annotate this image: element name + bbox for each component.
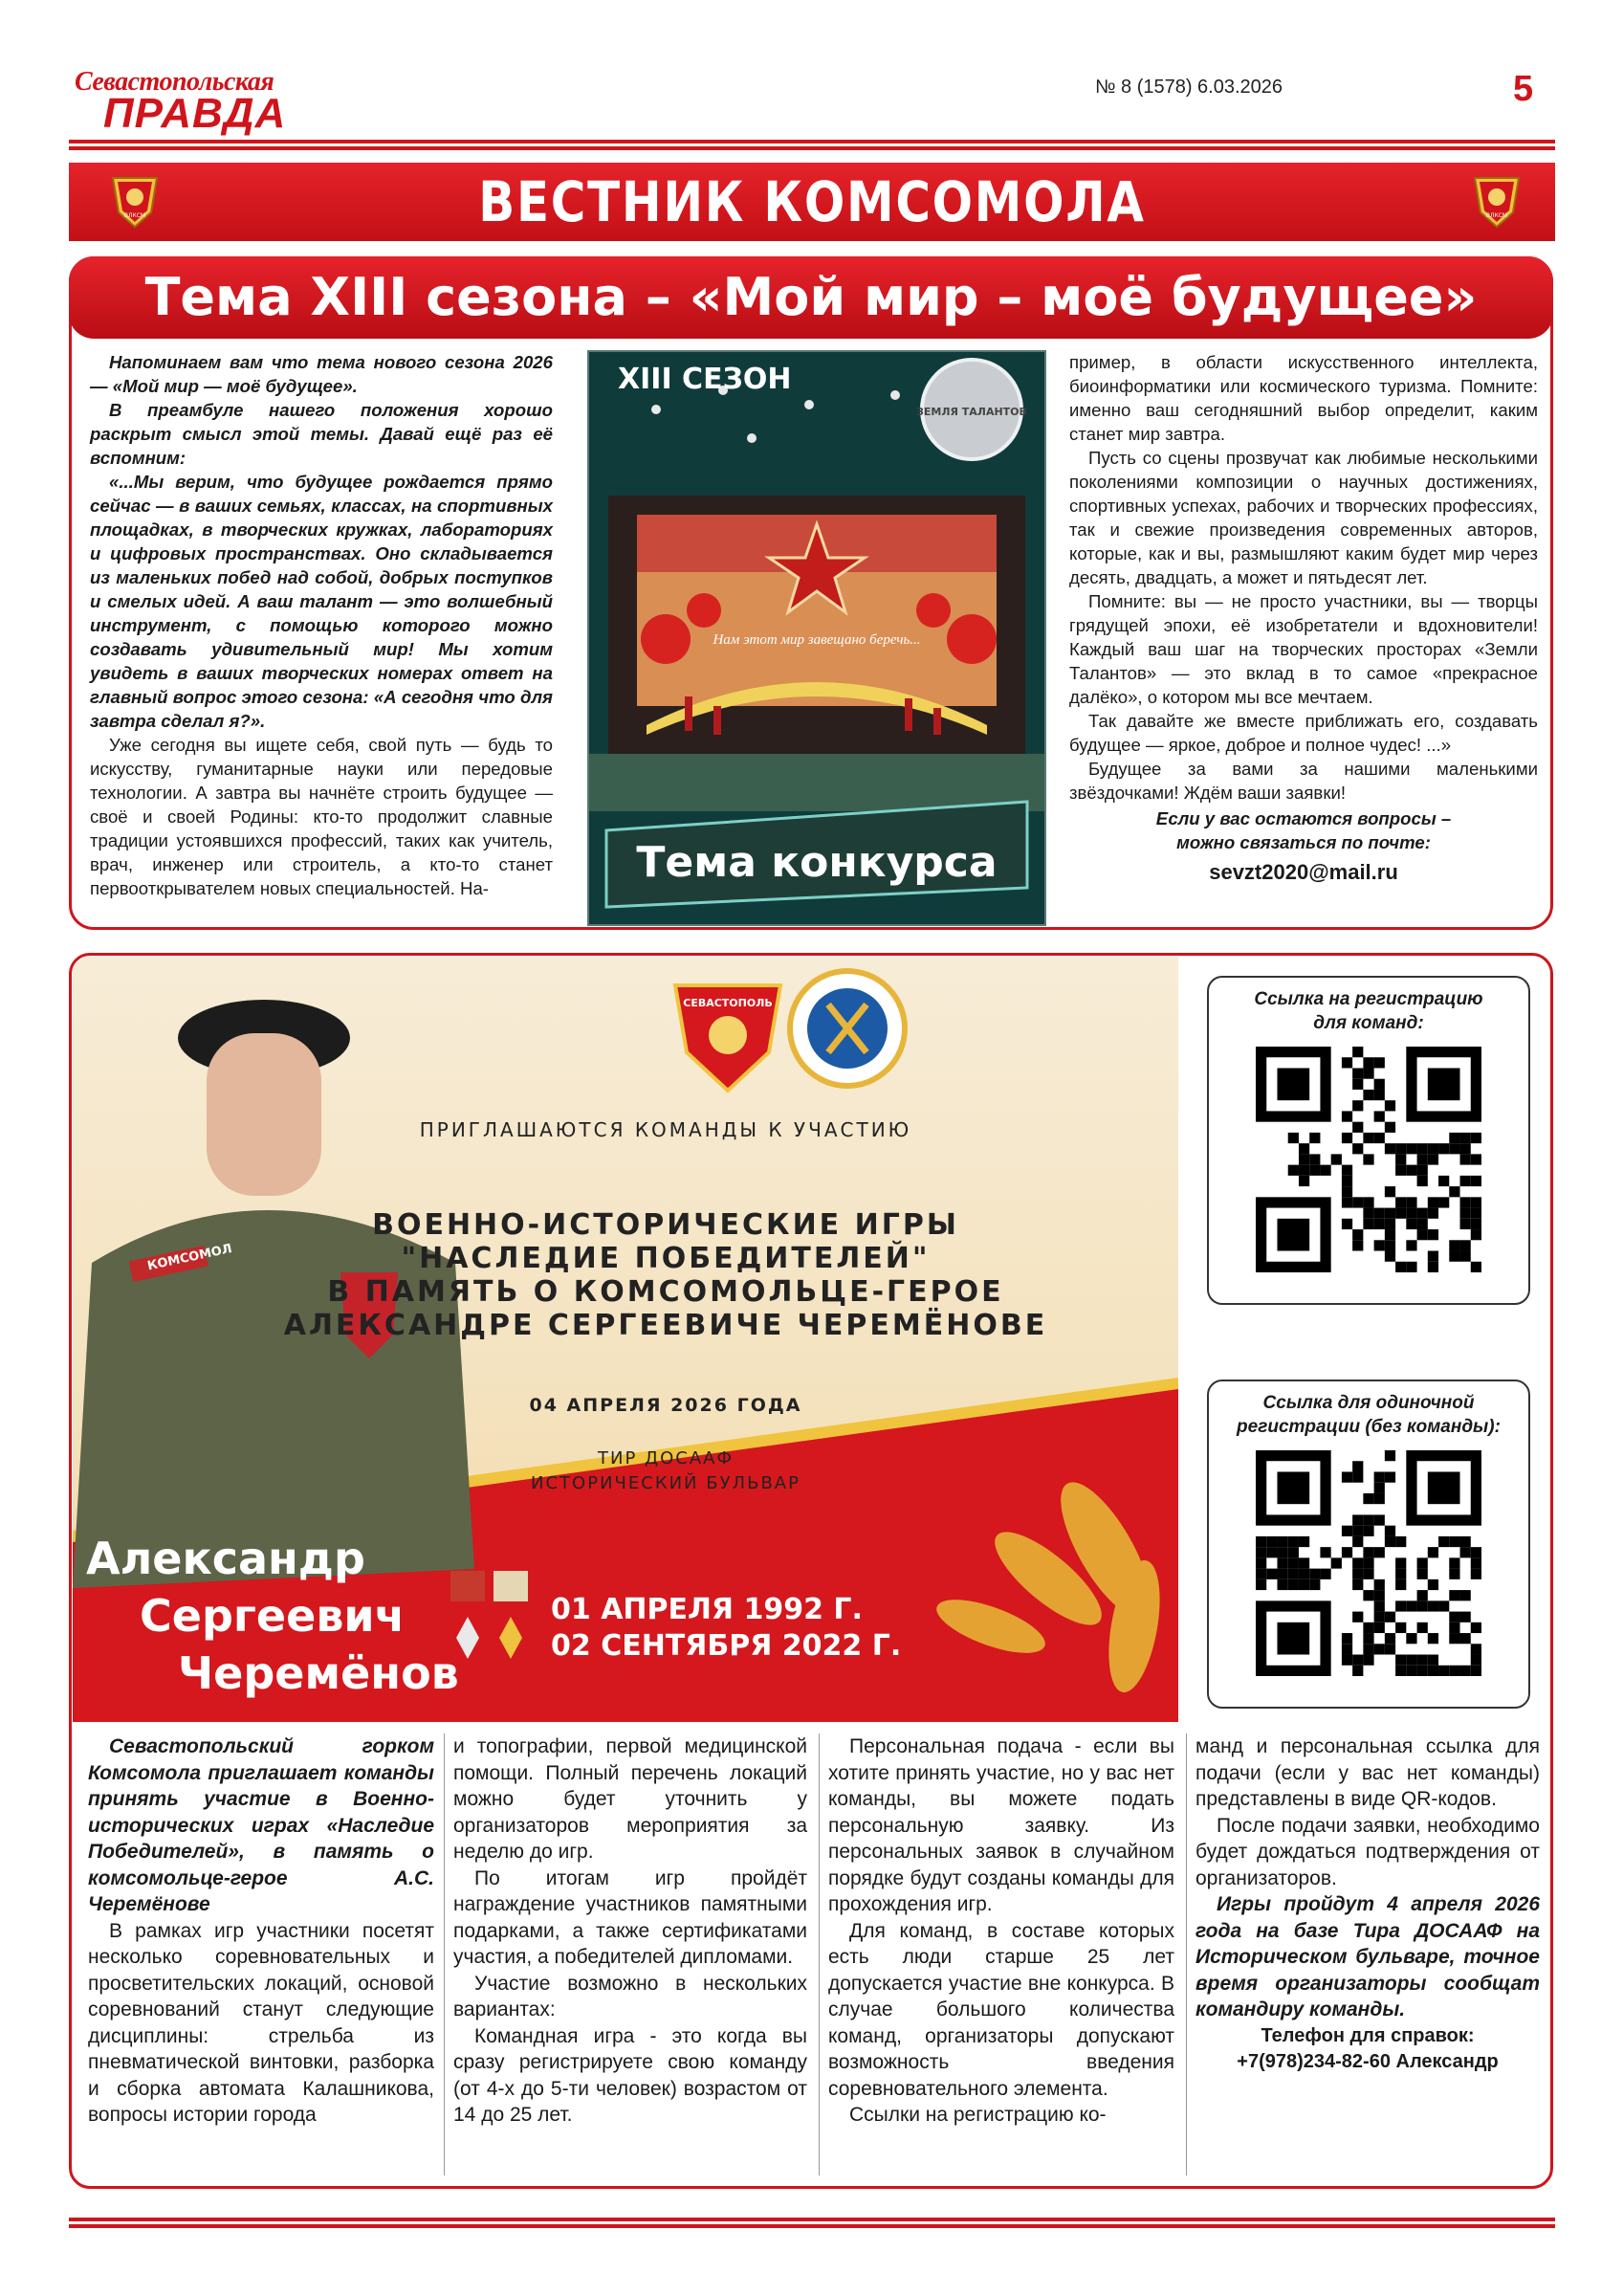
qr-single-box xyxy=(1207,1380,1530,1709)
article1-headline: Тема XIII сезона – «Мой мир – моё будущее» xyxy=(144,267,1478,327)
paragraph: Ссылки на регистрацию ко- xyxy=(849,2104,1107,2126)
paragraph: пример, в области искусственного интеллекта, биоинформатики или космического туризма. Помните: именно ваш сегодняшний выбор определит, каким станет мир завтра. xyxy=(1069,352,1538,444)
badge-text-right: ВЛКСМ xyxy=(1485,212,1508,219)
logo-line1: Севастопольская xyxy=(75,67,274,97)
stage-screen-text: Нам этот мир завещано беречь... xyxy=(713,632,921,648)
page-number: 5 xyxy=(1513,69,1534,109)
column-divider xyxy=(1186,1733,1187,2175)
article1-column-3 xyxy=(1069,350,1538,884)
hero-patronymic: Сергеевич xyxy=(140,1590,406,1642)
article2-column-4 xyxy=(1195,1733,1540,2076)
article2-column-3 xyxy=(828,1733,1174,2129)
banner-title-line3: В ПАМЯТЬ О КОМСОМОЛЬЦЕ-ГЕРОЕ xyxy=(327,1275,1004,1309)
article2-column-2 xyxy=(453,1733,807,2129)
paragraph: манд и персональная ссылка для подачи (если у вас нет команды) представлены в виде QR-кодов. xyxy=(1195,1735,1540,1810)
logo-line2: ПРАВДА xyxy=(103,90,287,137)
contact-line1: Если у вас остаются вопросы – xyxy=(1155,808,1452,828)
uniform-patch: КОМСОМОЛ xyxy=(145,1242,233,1274)
qr-team-box xyxy=(1207,976,1530,1305)
event-banner xyxy=(73,957,1178,1722)
paragraph: Для команд, в составе которых есть люди старше 25 лет допускается участие вне конкурса. В случае большого количества команд, организаторы допускают возможность введения соревновательного элемента. xyxy=(828,1919,1174,2100)
qr-team-caption-line1: Ссылка на регистрацию xyxy=(1254,989,1483,1009)
paragraph: Напоминаем вам что тема нового сезона 2026 — «Мой мир — моё будущее». xyxy=(90,352,553,396)
hero-death-date: 02 СЕНТЯБРЯ 2022 Г. xyxy=(551,1629,902,1663)
paragraph: Пусть со сцены прозвучат как любимые несколькими поколениями композиции о научных достижениях, спортивных успехах, рабочих и творческих профессиях, так и свежие произведения современных авторов, которые, как и вы, размышляют каким будет мир через десять, двадцать, а может и пятьдесят лет. xyxy=(1069,448,1538,587)
paragraph: По итогам игр пройдёт награждение участников памятными подарками, а также сертификатами участия, а победителей дипломами. xyxy=(453,1866,807,1968)
column-divider xyxy=(819,1733,820,2175)
article2-final: Игры пройдут 4 апреля 2026 года на базе Тира ДОСААФ на Историческом бульваре, точное время организаторы сообщат командиру команды. xyxy=(1195,1893,1540,2020)
season-photo xyxy=(587,350,1046,926)
emblem-left-text: СЕВАСТОПОЛЬ xyxy=(683,997,773,1009)
paragraph: Командная игра - это когда вы сразу регистрируете свою команду (от 4-х до 5-ти человек) возрастом от 14 до 25 лет. xyxy=(453,2024,807,2126)
banner-title-line4: АЛЕКСАНДРЕ СЕРГЕЕВИЧЕ ЧЕРЕМЁНОВЕ xyxy=(283,1309,1048,1342)
issue-info: № 8 (1578) 6.03.2026 xyxy=(1095,77,1283,98)
qr-code-team[interactable] xyxy=(1256,1047,1481,1272)
paragraph: Уже сегодня вы ищете себя, свой путь — будь то искусству, гуманитарные науки или передовые технологии. А завтра вы начнёте строить будущее — своё и своей Родины: кто-то продолжит славные традиции устоявшихся профессий, таких как учитель, врач, инженер или строитель, а кто-то станет первооткрывателем новых специальностей. На- xyxy=(90,735,553,898)
hero-first-name: Александр xyxy=(86,1533,365,1584)
paragraph: и топографии, первой медицинской помощи. Полный перечень локаций можно будет уточнить у организаторов мероприятия за неделю до игр. xyxy=(453,1735,807,1863)
phone-number[interactable]: +7(978)234-82-60 Александр xyxy=(1237,2051,1499,2072)
qr-team-caption-line2: для команд: xyxy=(1313,1013,1424,1033)
hero-birth-date: 01 АПРЕЛЯ 1992 Г. xyxy=(551,1593,863,1626)
paragraph: «...Мы верим, что будущее рождается прямо сейчас — в ваших семьях, классах, на спортивных площадках, в творческих кружках, лабораториях и цифровых пространствах. Оно складывается из маленьких побед над собой, добрых поступков и смелых идей. А ваш талант — это волшебный инструмент, с помощью которого можно создавать удивительный мир! Мы хотим увидеть в ваших творческих номерах ответ на главный вопрос этого сезона: «А сегодня что для завтра сделал я?». xyxy=(90,472,553,731)
banner-date: 04 АПРЕЛЯ 2026 ГОДА xyxy=(529,1395,802,1416)
paragraph: Помните: вы — не просто участники, вы — творцы грядущей эпохи, её изобретатели и вдохновители! Каждый ваш шаг на творческих просторах «Земли Талантов» — это вклад в то самое «прекрасное далёко», о котором мы все мечтаем. xyxy=(1069,591,1538,707)
qr-code-single[interactable] xyxy=(1256,1450,1481,1676)
qr-single-caption-line2: регистрации (без команды): xyxy=(1237,1417,1501,1437)
komsomol-badge-left xyxy=(107,174,163,230)
stage-illustration xyxy=(589,352,1044,924)
banner-place-line1: ТИР ДОСААФ xyxy=(598,1448,734,1468)
badge-text-left: ВЛКСМ xyxy=(123,212,146,219)
banner-place-line2: ИСТОРИЧЕСКИЙ БУЛЬВАР xyxy=(531,1473,801,1493)
bottom-stripes xyxy=(69,2218,1555,2229)
paragraph: Участие возможно в нескольких вариантах: xyxy=(453,1972,807,2020)
hero-surname: Черемёнов xyxy=(178,1647,459,1699)
contact-email[interactable]: sevzt2020@mail.ru xyxy=(1209,860,1398,884)
paragraph: В преамбуле нашего положения хорошо раскрыт смысл этой темы. Давай ещё раз её вспомним: xyxy=(90,400,553,468)
komsomol-badge-right xyxy=(1469,174,1524,230)
paragraph: Так давайте же вместе приближать его, создавать будущее — яркое, доброе и полное чудес! ...» xyxy=(1069,711,1538,755)
paragraph: В рамках игр участники посетят несколько соревновательных и просветительских локаций, основой соревнований станут следующие дисциплины: стрельба из пневматической винтовки, разборка и сборка автомата Калашникова, вопросы истории города xyxy=(88,1919,434,2126)
article2-lead: Севастопольский горком Комсомола приглашает команды принять участие в Военно-исторических играх «Наследие Победителей», в память о комсомольце-герое А.С. Черемёнове xyxy=(88,1735,434,1915)
banner-title-line1: ВОЕННО-ИСТОРИЧЕСКИЕ ИГРЫ xyxy=(372,1208,959,1242)
paragraph: После подачи заявки, необходимо будет дождаться подтверждения от организаторов. xyxy=(1195,1814,1540,1889)
banner-artwork xyxy=(73,957,1178,1722)
article2-column-1 xyxy=(88,1733,434,2129)
banner-title-line2: "НАСЛЕДИЕ ПОБЕДИТЕЛЕЙ" xyxy=(401,1242,931,1275)
article1-column-1 xyxy=(90,350,553,900)
phone-label: Телефон для справок: xyxy=(1261,2024,1475,2046)
paragraph: Персональная подача - если вы хотите принять участие, но у вас нет команды, вы можете подать персональную заявку. Из персональных заявок в случайном порядке будут созданы команды для прохождения игр. xyxy=(828,1735,1174,1915)
banner-invite: ПРИГЛАШАЮТСЯ КОМАНДЫ К УЧАСТИЮ xyxy=(419,1118,912,1141)
contact-line2: можно связаться по почте: xyxy=(1176,832,1431,852)
column-divider xyxy=(444,1733,445,2175)
qr-single-caption-line1: Ссылка для одиночной xyxy=(1262,1393,1475,1413)
paragraph: Будущее за вами за нашими маленькими звёздочками! Ждём ваши заявки! xyxy=(1069,759,1538,803)
stamp-text: ЗЕМЛЯ ТАЛАНТОВ xyxy=(916,406,1027,418)
section-title: ВЕСТНИК КОМСОМОЛА xyxy=(478,169,1146,234)
top-stripes xyxy=(69,140,1555,153)
season-label: XIII СЕЗОН xyxy=(618,363,792,396)
photo-caption: Тема конкурса xyxy=(636,838,998,887)
